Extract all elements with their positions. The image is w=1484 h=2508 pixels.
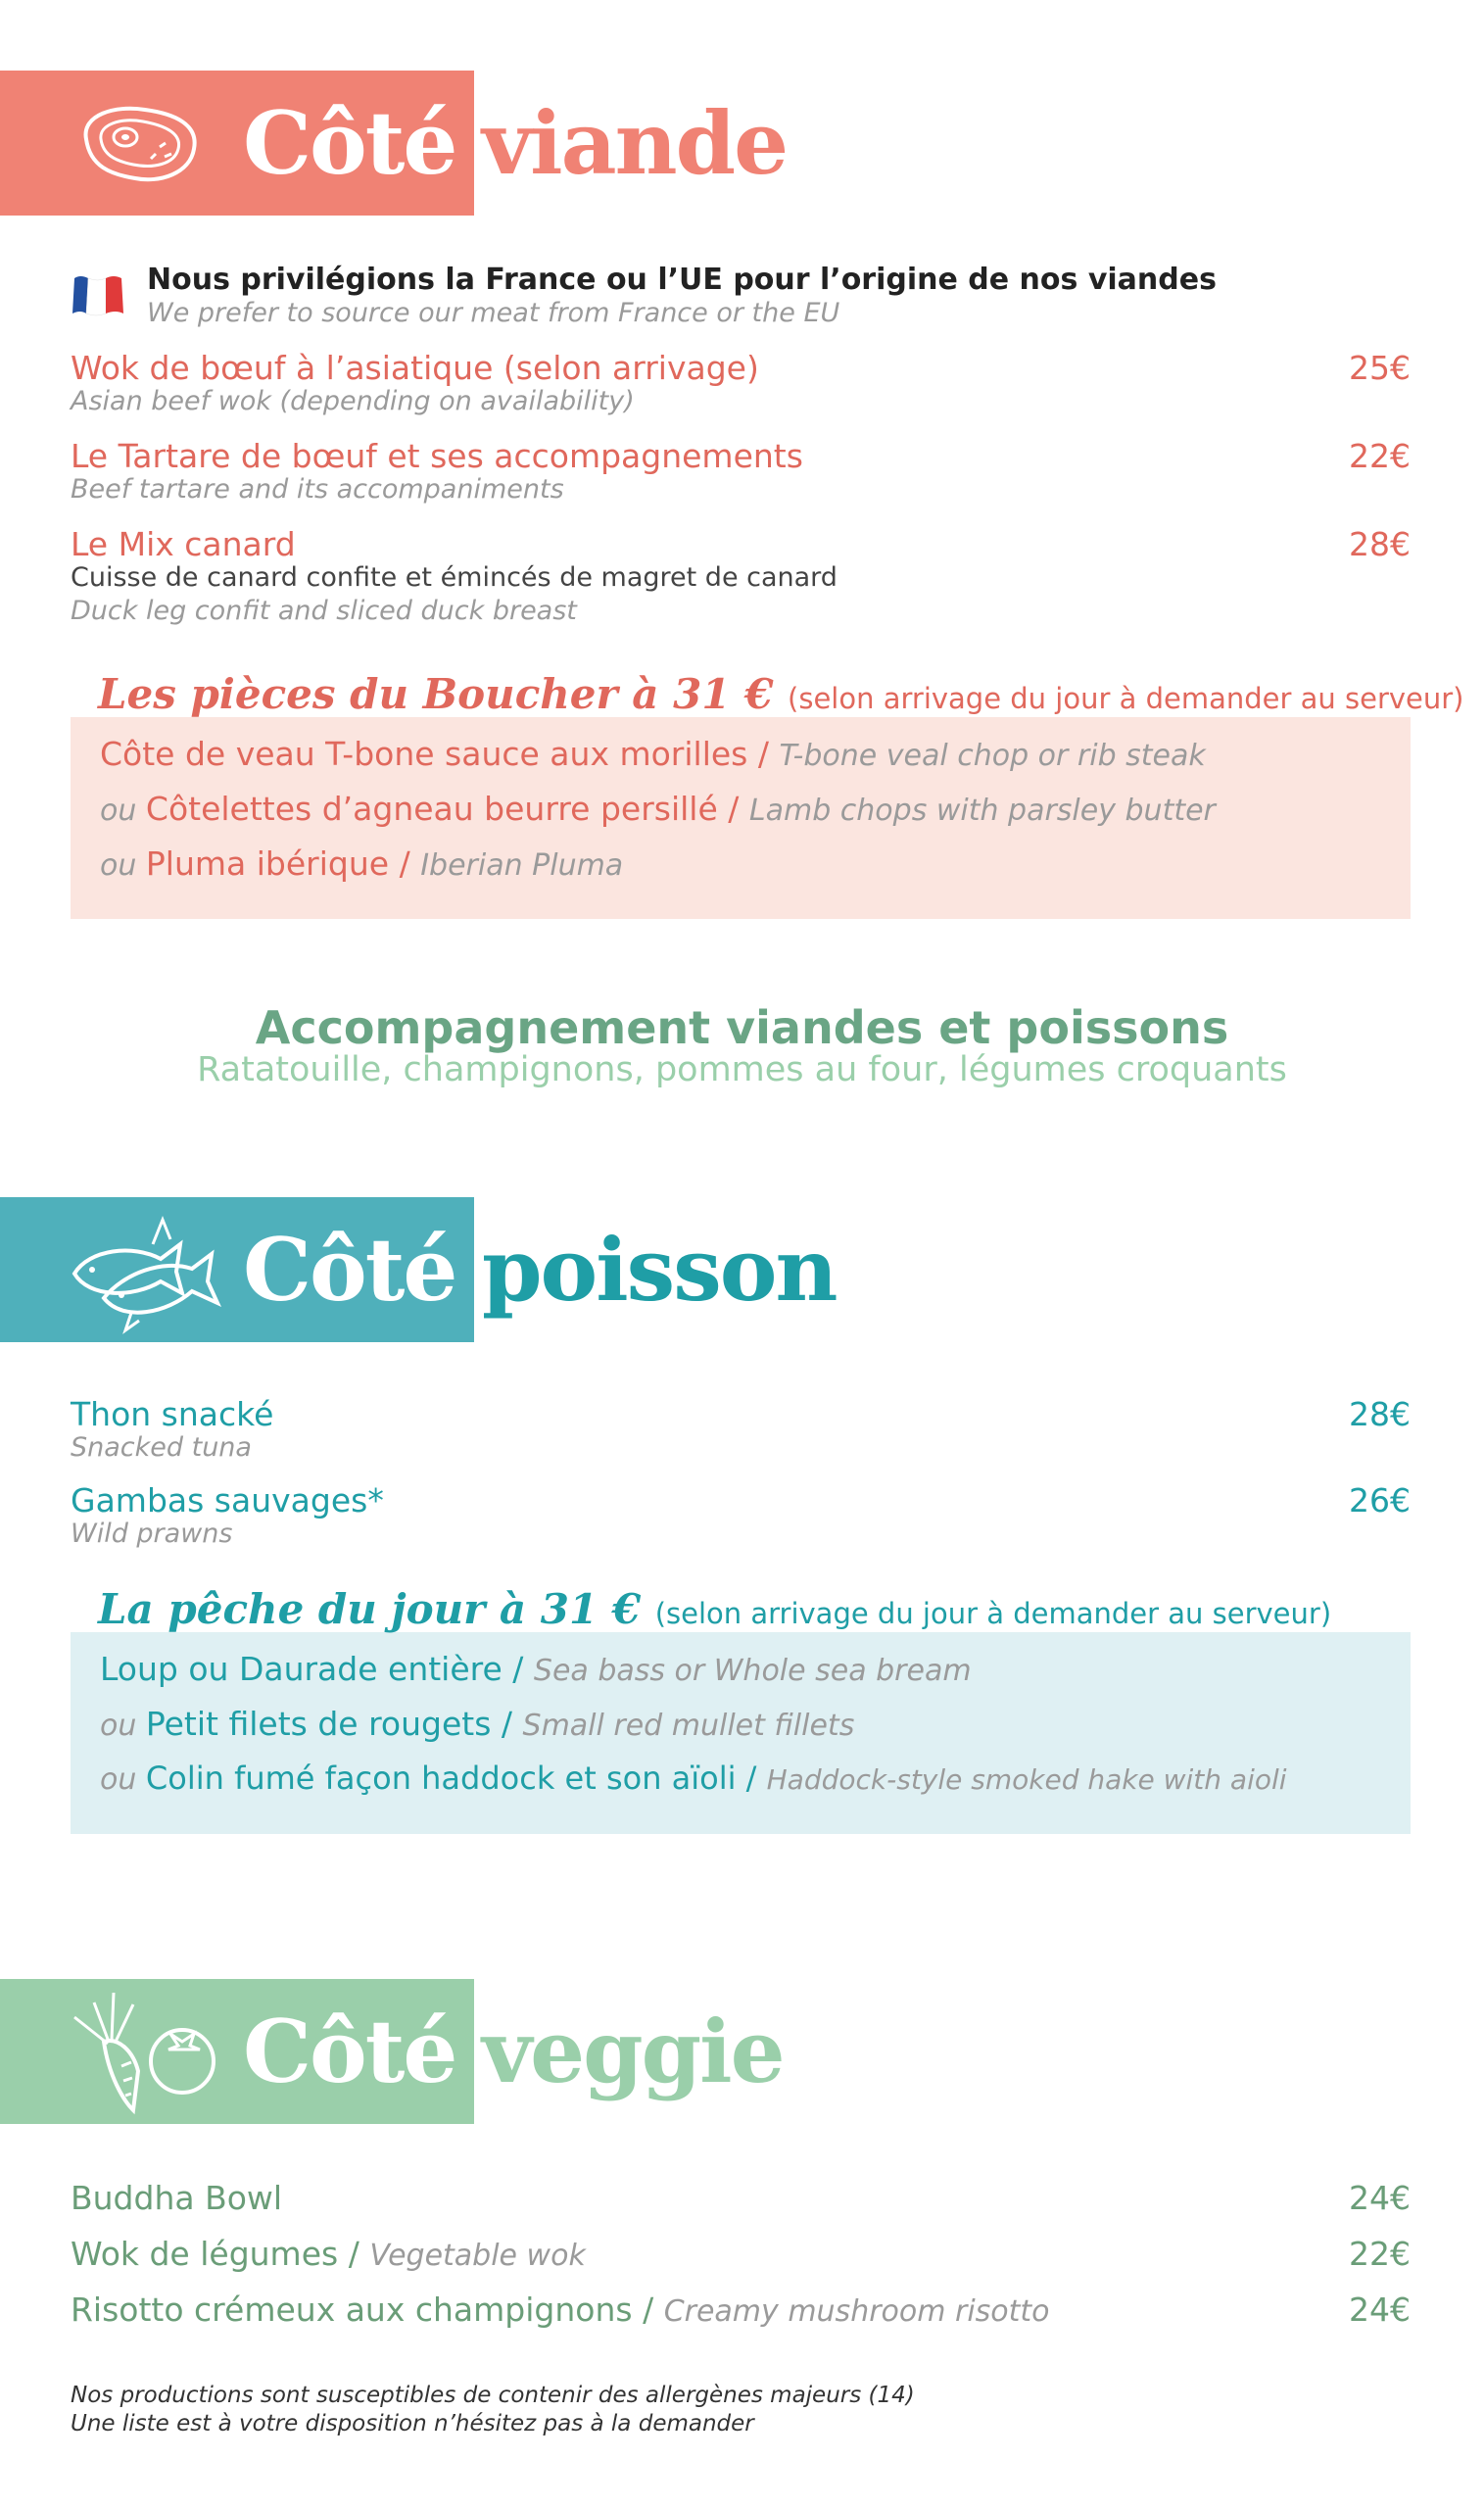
- veggie-item-1: [71, 2179, 282, 2217]
- side-subtitle: Ratatouille, champignons, pommes au four, légumes croquants: [197, 1050, 1287, 1089]
- veggie-item-2-name: Wok de légumes: [71, 2235, 339, 2273]
- meat-item-1-name: Wok de bœuf à l’asiatique (selon arrivage): [71, 349, 759, 387]
- meat-header-box: [0, 71, 474, 216]
- fish-special-line-2-prefix: ou: [100, 1709, 146, 1743]
- fish-special-line-2-sep: /: [491, 1705, 523, 1743]
- meat-special-line-1-sep: /: [747, 735, 780, 773]
- meat-special-note: (selon arrivage du jour à demander au serveur): [788, 682, 1464, 715]
- fish-special-line-1-name: Loup ou Daurade entière: [100, 1650, 513, 1688]
- steak-icon: [67, 100, 204, 188]
- fish-special-line-2-name: Petit filets de rougets: [145, 1705, 492, 1743]
- meat-item-3-desc: Cuisse de canard confite et émincés de magret de canard: [71, 562, 838, 593]
- meat-special-line-1-en: T-bone veal chop or rib steak: [779, 739, 1206, 773]
- meat-special-line-2-en: Lamb chops with parsley butter: [748, 794, 1216, 828]
- fish-item-1-en: Snacked tuna: [71, 1432, 252, 1463]
- veggie-item-3-name: Risotto crémeux aux champignons: [71, 2291, 633, 2329]
- fish-header-box: [0, 1197, 474, 1342]
- meat-special-line-2-prefix: ou: [100, 794, 146, 828]
- meat-special-title: [98, 670, 1464, 718]
- meat-item-2-name: Le Tartare de bœuf et ses accompagnements: [71, 437, 803, 475]
- fish-special-line-3-en: Haddock-style smoked hake with aioli: [766, 1763, 1287, 1796]
- footer-line-1: Nos productions sont susceptibles de contenir des allergènes majeurs (14): [71, 2383, 915, 2408]
- veggie-item-1-price: 24€: [1349, 2179, 1411, 2217]
- footer-line-2: Une liste est à votre disposition n’hésitez pas à la demander: [71, 2411, 754, 2436]
- fish-header-cote: Côté: [243, 1219, 456, 1321]
- fish-special-line-3-sep: /: [736, 1760, 767, 1797]
- fish-item-2-price: 26€: [1349, 1481, 1411, 1519]
- fish-special-line-1-en: Sea bass or Whole sea bream: [533, 1654, 972, 1688]
- fish-special-title: [98, 1585, 1331, 1633]
- meat-item-2-price: 22€: [1349, 437, 1411, 475]
- fish-special-note: (selon arrivage du jour à demander au serveur): [654, 1597, 1332, 1630]
- veggie-item-3-price: 24€: [1349, 2291, 1411, 2329]
- fish-special-line-2-en: Small red mullet fillets: [522, 1709, 855, 1743]
- fish-special-line-2: [100, 1705, 854, 1743]
- veggie-header-cote: Côté: [243, 2001, 456, 2102]
- fish-header-word: poisson: [482, 1219, 837, 1321]
- meat-item-2-en: Beef tartare and its accompaniments: [71, 474, 564, 505]
- fish-icon: [65, 1205, 221, 1336]
- veggie-item-2-en: Vegetable wok: [369, 2239, 586, 2273]
- meat-special-line-2-name: Côtelettes d’agneau beurre persillé: [145, 790, 718, 828]
- meat-special-title-text: Les pièces du Boucher à 31 €: [98, 670, 774, 718]
- meat-item-1-price: 25€: [1349, 349, 1411, 387]
- meat-special-line-1-name: Côte de veau T-bone sauce aux morilles: [100, 735, 748, 773]
- french-flag-icon: [71, 270, 125, 317]
- meat-special-line-2-sep: /: [717, 790, 749, 828]
- fish-item-1-price: 28€: [1349, 1395, 1411, 1433]
- meat-special-line-3: [100, 844, 623, 883]
- meat-origin-en: We prefer to source our meat from France or the EU: [147, 298, 840, 328]
- fish-special-line-1: [100, 1650, 972, 1688]
- meat-special-line-3-prefix: ou: [100, 848, 146, 883]
- meat-item-1-en: Asian beef wok (depending on availability): [71, 386, 635, 416]
- meat-item-3-name: Le Mix canard: [71, 525, 296, 563]
- fish-item-2-name: Gambas sauvages*: [71, 1481, 384, 1519]
- veggie-header-word: veggie: [482, 2001, 784, 2102]
- veggie-item-3-sep: /: [632, 2291, 664, 2329]
- fish-special-line-3-name: Colin fumé façon haddock et son aïoli: [145, 1760, 737, 1797]
- meat-header-word: viande: [482, 92, 788, 194]
- vegetables-icon: [65, 1983, 231, 2120]
- meat-header-cote: Côté: [243, 92, 456, 194]
- fish-special-line-3: [100, 1760, 1287, 1797]
- veggie-item-2-price: 22€: [1349, 2235, 1411, 2273]
- meat-item-3-en: Duck leg confit and sliced duck breast: [71, 596, 577, 626]
- veggie-header-box: [0, 1979, 474, 2124]
- meat-origin-fr: Nous privilégions la France ou l’UE pour l’origine de nos viandes: [147, 263, 1217, 297]
- meat-special-line-3-en: Iberian Pluma: [420, 848, 624, 883]
- fish-item-1-name: Thon snacké: [71, 1395, 274, 1433]
- meat-special-line-1: [100, 735, 1206, 773]
- veggie-item-3-en: Creamy mushroom risotto: [663, 2294, 1050, 2329]
- side-title: Accompagnement viandes et poissons: [255, 1001, 1229, 1054]
- veggie-item-1-name: Buddha Bowl: [71, 2179, 283, 2217]
- fish-special-line-3-prefix: ou: [100, 1762, 146, 1797]
- meat-special-line-3-sep: /: [389, 844, 421, 883]
- meat-item-3-price: 28€: [1349, 525, 1411, 563]
- veggie-item-3: [71, 2291, 1050, 2329]
- veggie-item-2: [71, 2235, 586, 2273]
- meat-special-line-2: [100, 790, 1216, 828]
- fish-special-title-text: La pêche du jour à 31 €: [98, 1585, 642, 1633]
- veggie-item-2-sep: /: [338, 2235, 370, 2273]
- fish-item-2-en: Wild prawns: [71, 1519, 233, 1549]
- meat-special-line-3-name: Pluma ibérique: [145, 844, 390, 883]
- fish-special-line-1-sep: /: [512, 1650, 534, 1688]
